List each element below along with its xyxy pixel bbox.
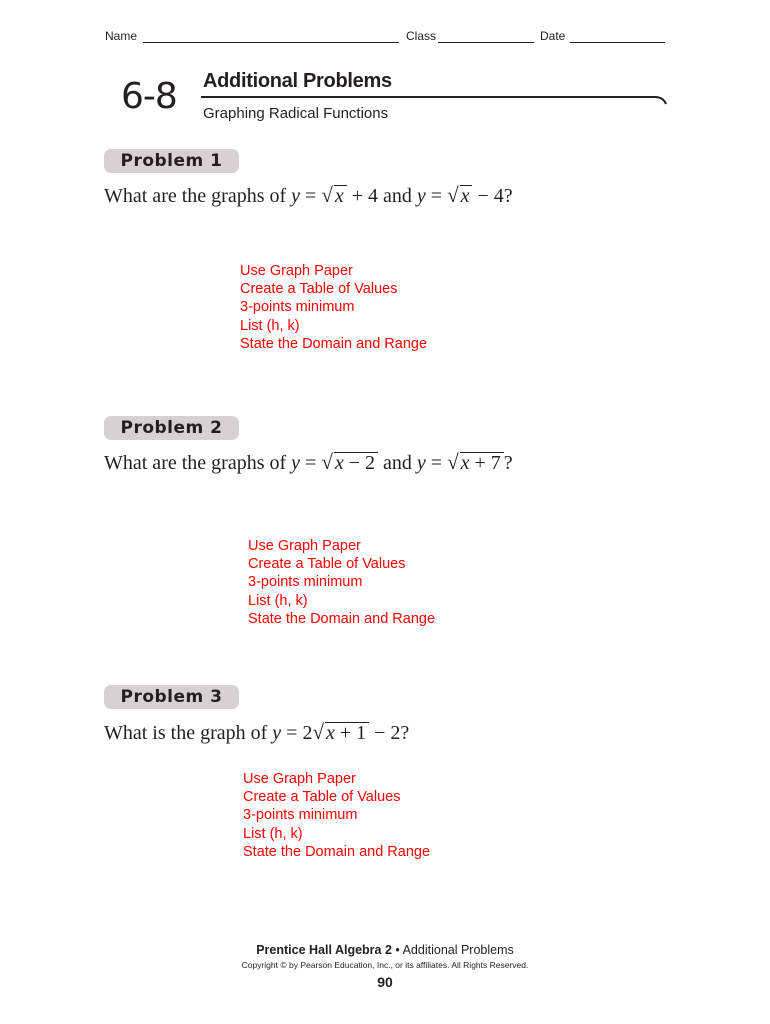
date-label: Date — [540, 29, 566, 43]
footer-credit — [0, 943, 770, 957]
instruction-item: Create a Table of Values — [248, 556, 406, 573]
problem-2-instructions — [248, 537, 435, 628]
problem-3-instructions — [243, 770, 430, 861]
instruction-item: Use Graph Paper — [248, 538, 361, 554]
instruction-item: 3-points minimum — [240, 299, 355, 316]
instruction-item: Create a Table of Values — [243, 789, 401, 806]
instruction-item: Use Graph Paper — [243, 771, 356, 787]
problem-2-badge — [104, 416, 239, 440]
problem-1-question-text: What are the graphs of — [104, 185, 287, 207]
problem-1-instructions — [240, 262, 427, 353]
instruction-item: List (h, k) — [243, 825, 303, 842]
problem-2-question-text: What are the graphs of — [104, 452, 287, 474]
instruction-item: Create a Table of Values — [240, 281, 398, 298]
problem-2-question: What are the graphs of y = √ x − 2 and y = √ x + 7 ? — [104, 450, 513, 474]
instruction-item: 3-points minimum — [248, 574, 363, 591]
problem-3-label: Problem 3 — [120, 687, 223, 707]
name-label: Name — [105, 29, 138, 43]
lesson-subtitle: Graphing Radical Functions — [203, 105, 389, 122]
page-number: 90 — [377, 974, 393, 990]
footer-copyright: Copyright © by Pearson Education, Inc., or its affiliates. All Rights Reserved. — [241, 960, 529, 970]
instruction-item: State the Domain and Range — [243, 843, 431, 860]
instruction-item: State the Domain and Range — [248, 610, 436, 627]
problem-1-question: What are the graphs of y = √ x + 4 and y = √ x − 4? — [104, 183, 513, 207]
footer-bullet: • — [395, 943, 400, 957]
lesson-number: 6-8 — [121, 76, 177, 117]
problem-3-badge — [104, 685, 239, 709]
problem-1-label: Problem 1 — [120, 151, 223, 171]
name-field-line[interactable] — [143, 42, 399, 43]
instruction-item: Use Graph Paper — [240, 263, 353, 279]
footer-section: Additional Problems — [402, 943, 514, 957]
date-field-line[interactable] — [570, 42, 665, 43]
problem-1-badge — [104, 149, 239, 173]
instruction-item: List (h, k) — [240, 317, 300, 334]
instruction-item: State the Domain and Range — [240, 335, 428, 352]
problem-2-label: Problem 2 — [120, 418, 223, 438]
lesson-title: Additional Problems — [203, 70, 392, 92]
instruction-item: List (h, k) — [248, 592, 308, 609]
class-label: Class — [406, 29, 437, 43]
class-field-line[interactable] — [438, 42, 534, 43]
problem-3-question: What is the graph of y = 2 √ x + 1 − 2? — [104, 720, 410, 744]
footer-book: Prentice Hall Algebra 2 — [256, 943, 392, 957]
problem-3-question-text: What is the graph of — [104, 722, 268, 744]
instruction-item: 3-points minimum — [243, 807, 358, 824]
